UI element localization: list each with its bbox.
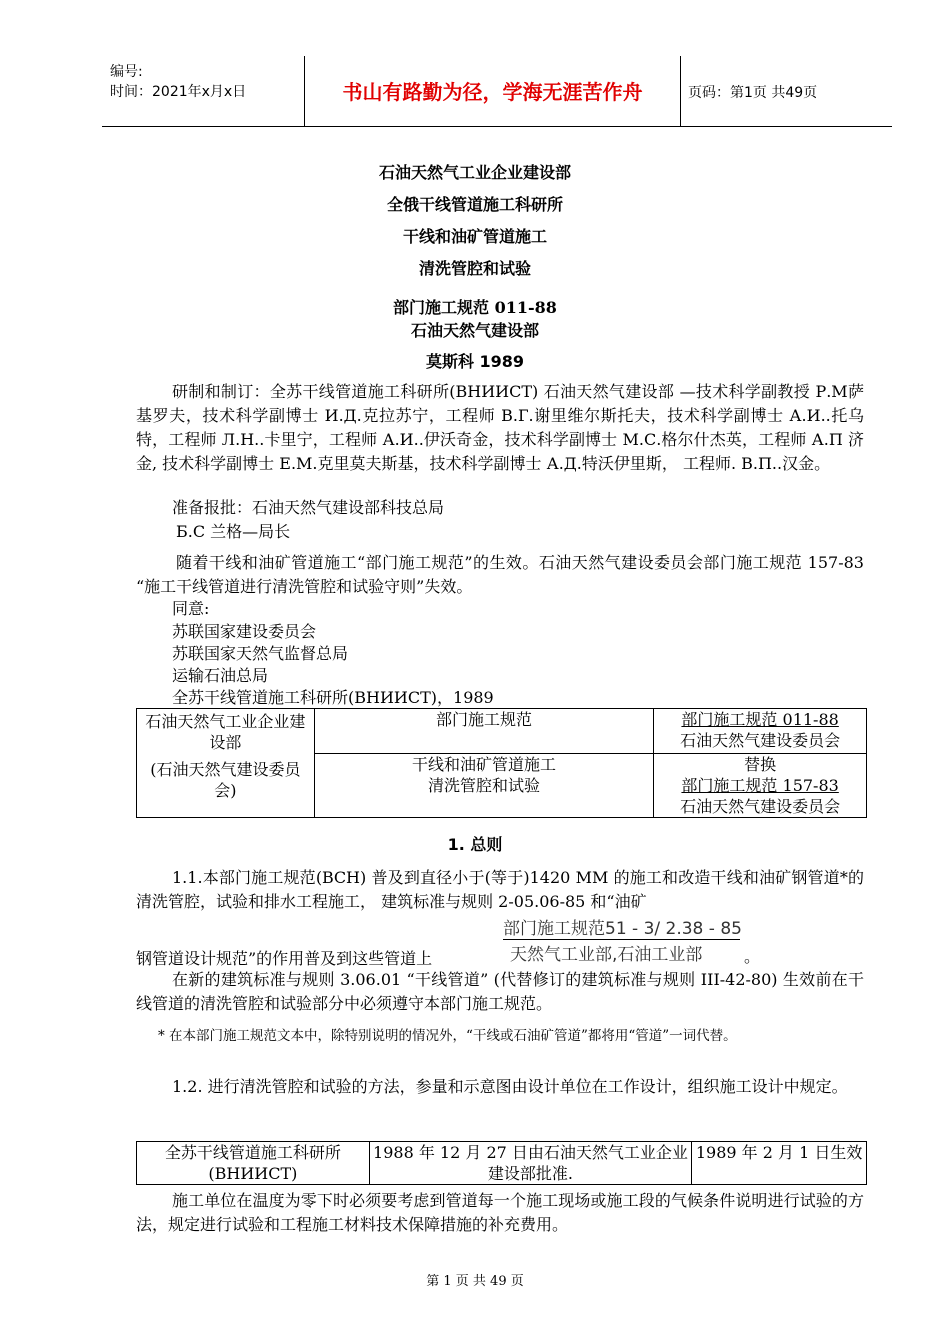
table-text: 石油天然气建设委员会 (680, 731, 841, 750)
fraction-numerator: 部门施工规范51 - 3/ 2.38 - 85 (503, 914, 740, 940)
agree-item: 运输石油总局 (172, 666, 269, 685)
section-heading: 1. 总则 (447, 835, 503, 854)
header-meta (110, 62, 246, 102)
title-ministry: 石油天然气工业企业建设部 (378, 163, 571, 182)
table-text: 替换 (744, 755, 777, 774)
effect-paragraph: 随着干线和油矿管道施工“部门施工规范”的生效。石油天然气建设委员会部门施工规范 157-83 “施工干线管道进行清洗管腔和试验守则”失效。 (136, 553, 864, 596)
approval-line: 准备报批：石油天然气建设部科技总局 (172, 498, 445, 517)
period-mark: 。 (744, 947, 761, 966)
chief-line: Б.С 兰格—局长 (176, 522, 291, 541)
agree-item: 苏联国家建设委员会 (172, 622, 317, 641)
table-text: 部门施工规范 157-83 (681, 776, 839, 795)
authors-paragraph: 研制和制订：全苏干线管道施工科研所(ВНИИСТ) 石油天然气建设部 —技术科学副教授 Р.М萨基罗夫，技术科学副博士 И.Д.克拉苏宁，工程师 В.Г.谢里维尔斯托夫，技术科学副博士 А.И..托乌特，工程师 Л.Н..卡里宁，工程师 А.И..伊沃奇金，技术科学副博士 М.С.格尔什杰英，工程师 А.П 济金, 技术科学副博士 Е.М.克里莫夫斯基，技术科学副博士 А.Д.特沃伊里斯， 工程师. В.П..汉金。 (136, 382, 864, 473)
title-cleaning: 清洗管腔和试验 (418, 259, 531, 278)
table-text: (石油天然气建设委员会) (150, 760, 301, 800)
table-text: 清洗管腔和试验 (428, 776, 541, 795)
table-cell (314, 709, 654, 754)
section-paragraph-continued: 钢管道设计规范”的作用普及到这些管道上 (136, 949, 433, 968)
table-cell (654, 754, 867, 818)
fraction-denominator: 天然气工业部,石油工业部 (510, 945, 703, 965)
header-page-number: 页码：第1页 共49页 (688, 85, 818, 101)
title-standard-code: 部门施工规范 011-88 (393, 298, 557, 317)
page-header (102, 56, 892, 127)
doc-number-label: 编号: (110, 64, 143, 80)
table-cell (654, 709, 867, 754)
section-paragraph: 1.2. 进行清洗管腔和试验的方法，参量和示意图由设计单位在工作设计，组织施工设计中规定。 (172, 1077, 848, 1096)
doc-time-label: 时间：2021年x月x日 (110, 84, 247, 100)
table-text: 石油天然气建设委员会 (680, 797, 841, 816)
table-cell: 1989 年 2 月 1 日生效 (692, 1142, 867, 1185)
section-paragraph: 施工单位在温度为零下时必须要考虑到管道每一个施工现场或施工段的气候条件说明进行试验的方法，规定进行试验和工程施工材料技术保障措施的补充费用。 (136, 1191, 864, 1234)
table-text: 石油天然气工业企业建设部 (145, 712, 306, 752)
header-motto: 书山有路勤为径，学海无涯苦作舟 (342, 80, 643, 104)
agree-item: 全苏干线管道施工科研所(ВНИИСТ)，1989 (172, 688, 494, 707)
table-cell (137, 709, 315, 818)
agree-item: 苏联国家天然气监督总局 (172, 644, 349, 663)
page-footer: 第 1 页 共 49 页 (426, 1274, 524, 1289)
table-cell: 全苏干线管道施工科研所(ВНИИСТ) (137, 1142, 370, 1185)
title-place-year: 莫斯科 1989 (425, 352, 525, 371)
title-ministry-short: 石油天然气建设部 (410, 321, 539, 340)
standard-info-table (136, 708, 867, 818)
header-divider (680, 56, 681, 126)
approval-table (136, 1141, 867, 1185)
table-cell (314, 754, 654, 818)
title-construction: 干线和油矿管道施工 (402, 227, 547, 246)
table-text: 部门施工规范 011-88 (681, 710, 839, 729)
header-divider (304, 56, 305, 126)
section-paragraph: 在新的建筑标准与规则 3.06.01 “干线管道” (代替修订的建筑标准与规则 III-42-80) 生效前在干线管道的清洗管腔和试验部分中必须遵守本部门施工规范。 (136, 970, 864, 1013)
agree-label: 同意: (172, 599, 210, 618)
section-paragraph: 1.1.本部门施工规范(ВСН) 普及到直径小于(等于)1420 ММ 的施工和改造干线和油矿钢管道*的清洗管腔，试验和排水工程施工， 建筑标准与规则 2-05.06-85 和“油矿 (136, 868, 864, 911)
footnote: * 在本部门施工规范文本中，除特别说明的情况外，“干线或石油矿管道”都将用“管道”一词代替。 (158, 1028, 737, 1044)
table-text: 干线和油矿管道施工 (412, 755, 557, 774)
table-text: 部门施工规范 (436, 710, 533, 729)
title-institute: 全俄干线管道施工科研所 (386, 195, 563, 214)
table-cell: 1988 年 12 月 27 日由石油天然气工业企业建设部批准. (369, 1142, 691, 1185)
